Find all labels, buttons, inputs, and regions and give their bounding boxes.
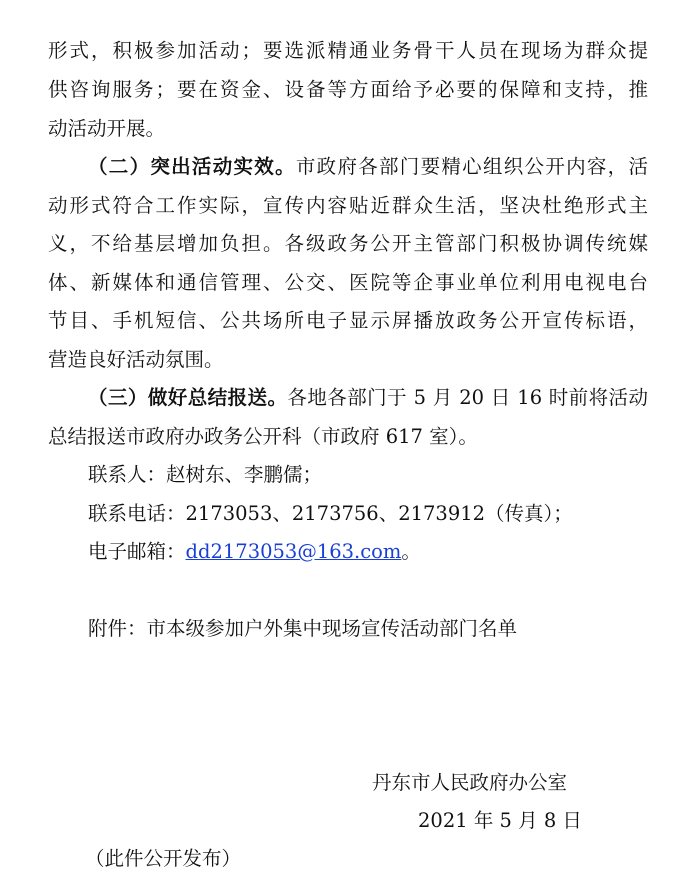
section-2-text: 市政府各部门要精心组织公开内容，活: [295, 155, 648, 178]
paragraph-line: 节目、手机短信、公共场所电子显示屏播放政务公开宣传标语，: [48, 309, 648, 332]
section-3-heading: （三）做好总结报送。: [88, 386, 288, 409]
paragraph-line: 营造良好活动氛围。: [48, 348, 224, 371]
paragraph-line: 总结报送市政府办政务公开科（市政府 617 室）。: [48, 425, 478, 448]
section-3-first-line: [88, 385, 648, 411]
email-label: 电子邮箱：: [88, 540, 186, 563]
email-end: 。: [401, 540, 421, 563]
paragraph-line: 动形式符合工作实际，宣传内容贴近群众生活，坚决杜绝形式主: [48, 194, 648, 217]
signature-org: 丹东市人民政府办公室: [372, 771, 568, 794]
section-2-heading: （二）突出活动实效。: [88, 155, 296, 178]
contact-email-line: [88, 539, 421, 565]
contact-phone: 联系电话：2173053、2173756、2173912（传真）；: [88, 502, 573, 525]
email-link[interactable]: dd2173053@163.com: [185, 540, 402, 563]
contact-people: 联系人：赵树东、李鹏儒；: [88, 463, 323, 486]
paragraph-line: 体、新媒体和通信管理、公交、医院等企事业单位利用电视电台: [48, 271, 648, 294]
signature-date: 2021 年 5 月 8 日: [418, 809, 582, 832]
attachment-note: 附件：市本级参加户外集中现场宣传活动部门名单: [88, 617, 518, 640]
paragraph-line: 动活动开展。: [48, 117, 166, 140]
paragraph-line: 形式，积极参加活动；要选派精通业务骨干人员在现场为群众提: [48, 39, 648, 62]
paragraph-line: 义，不给基层增加负担。各级政务公开主管部门积极协调传统媒: [48, 232, 648, 255]
section-3-text: 各地各部门于 5 月 20 日 16 时前将活动: [287, 386, 648, 409]
publish-note: （此件公开发布）: [85, 847, 242, 870]
paragraph-line: 供咨询服务；要在资金、设备等方面给予必要的保障和支持，推: [48, 78, 648, 101]
section-2-first-line: [88, 154, 648, 180]
